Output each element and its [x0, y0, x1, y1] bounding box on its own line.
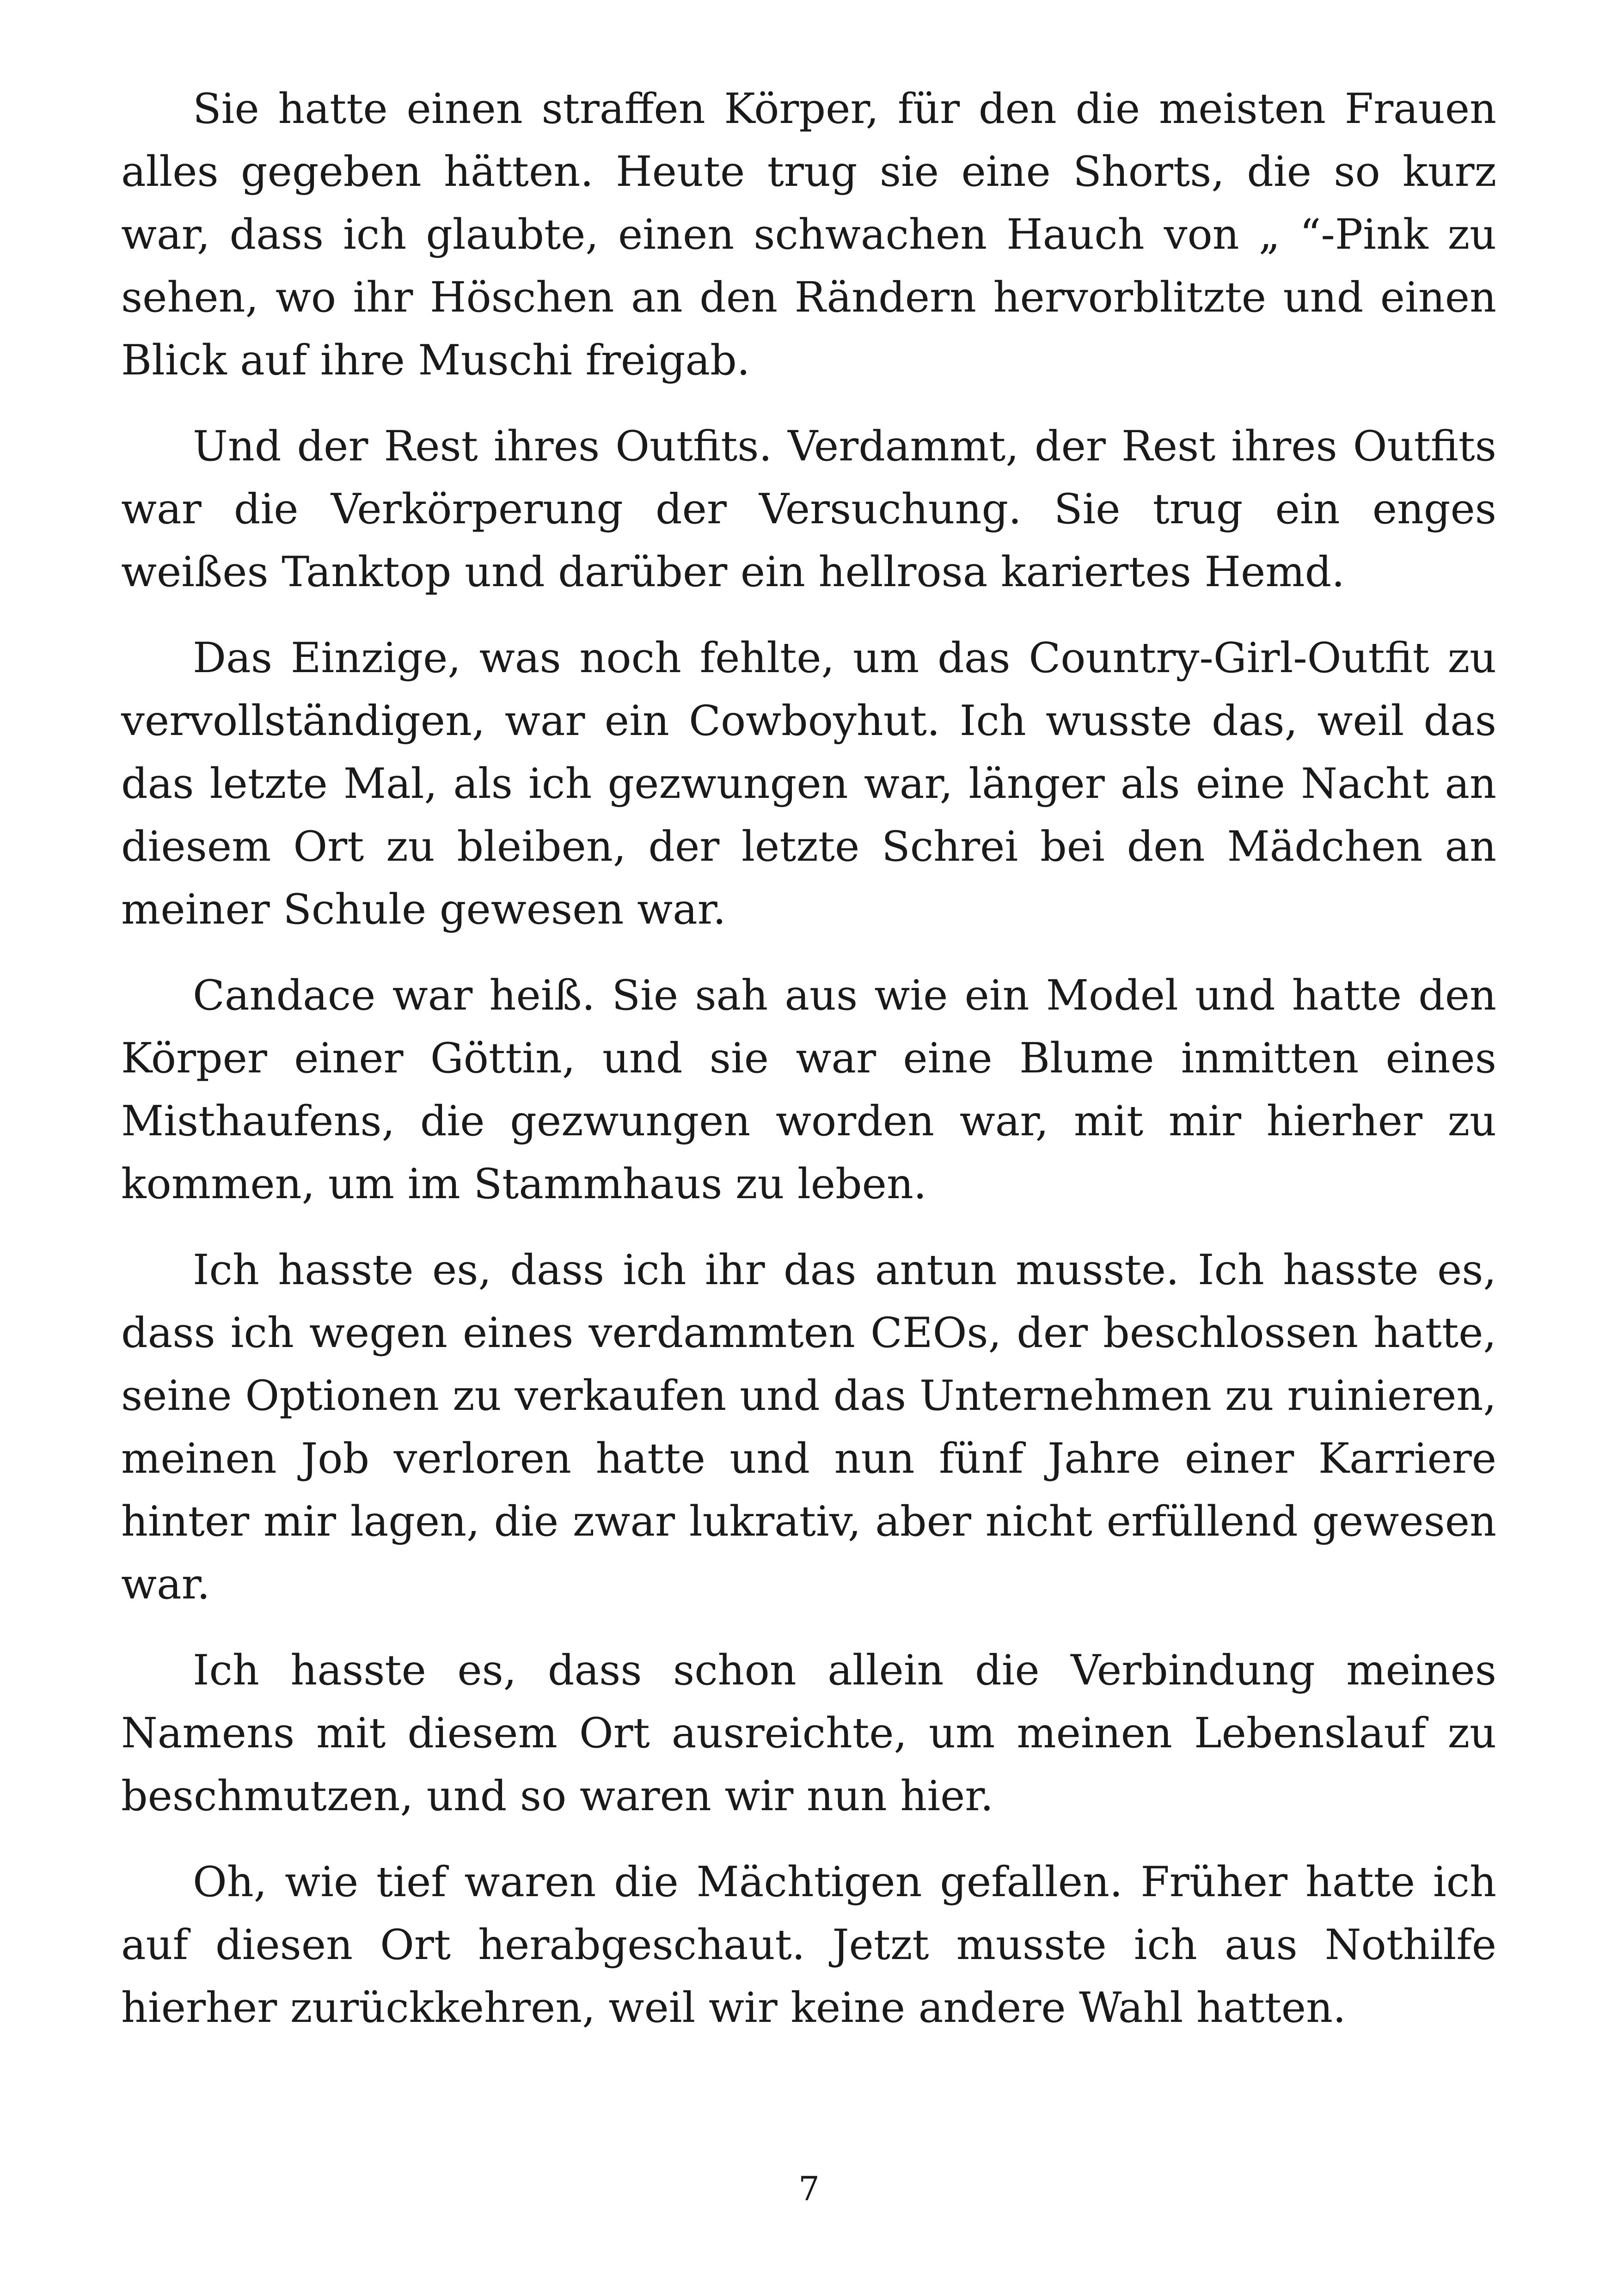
paragraph-4: Candace war heiß. Sie sah aus wie ein Model und hatte den Körper einer Göttin, und sie war eine Blume inmitten eines Misthaufens, die gezwungen worden war, mit mir hierher zu kommen, um im Stammhaus zu leben. [121, 971, 1496, 1208]
body-text [121, 78, 1496, 2063]
page-number: 7 [798, 2169, 820, 2208]
paragraph-1: Sie hatte einen straffen Körper, für den die meisten Frauen alles gegeben hätten. Heute trug sie eine Shorts, die so kurz war, dass ich glaubte, einen schwachen Hauch von „ “-Pink zu sehen, wo ihr Höschen an den Rändern hervorblitzte und einen Blick auf ihre Muschi freigab. [121, 85, 1496, 385]
paragraph-5: Ich hasste es, dass ich ihr das antun musste. Ich hasste es, dass ich wegen eines verdammten CEOs, der beschlossen hatte, seine Optionen zu verkaufen und das Unternehmen zu ruinieren, meinen Job verloren hatte und nun fünf Jahre einer Karriere hinter mir lagen, die zwar lukrativ, aber nicht erfüllend gewesen war. [121, 1246, 1496, 1609]
paragraph-3: Das Einzige, was noch fehlte, um das Country-Girl-Outfit zu vervollständigen, war ein Cowboyhut. Ich wusste das, weil das das letzte Mal, als ich gezwungen war, länger als eine Nacht an diesem Ort zu bleiben, der letzte Schrei bei den Mädchen an meiner Schule gewesen war. [121, 634, 1496, 934]
paragraph-7: Oh, wie tief waren die Mächtigen gefallen. Früher hatte ich auf diesen Ort herabgeschaut. Jetzt musste ich aus Nothilfe hierher zurückkehren, weil wir keine andere Wahl hatten. [121, 1858, 1496, 2032]
paragraph-6: Ich hasste es, dass schon allein die Verbindung meines Namens mit diesem Ort ausreichte, um meinen Lebenslauf zu beschmutzen, und so waren wir nun hier. [121, 1646, 1496, 1820]
paragraph-2: Und der Rest ihres Outfits. Verdammt, der Rest ihres Outfits war die Verkörperung der Versuchung. Sie trug ein enges weißes Tanktop und darüber ein hellrosa kariertes Hemd. [121, 422, 1496, 596]
